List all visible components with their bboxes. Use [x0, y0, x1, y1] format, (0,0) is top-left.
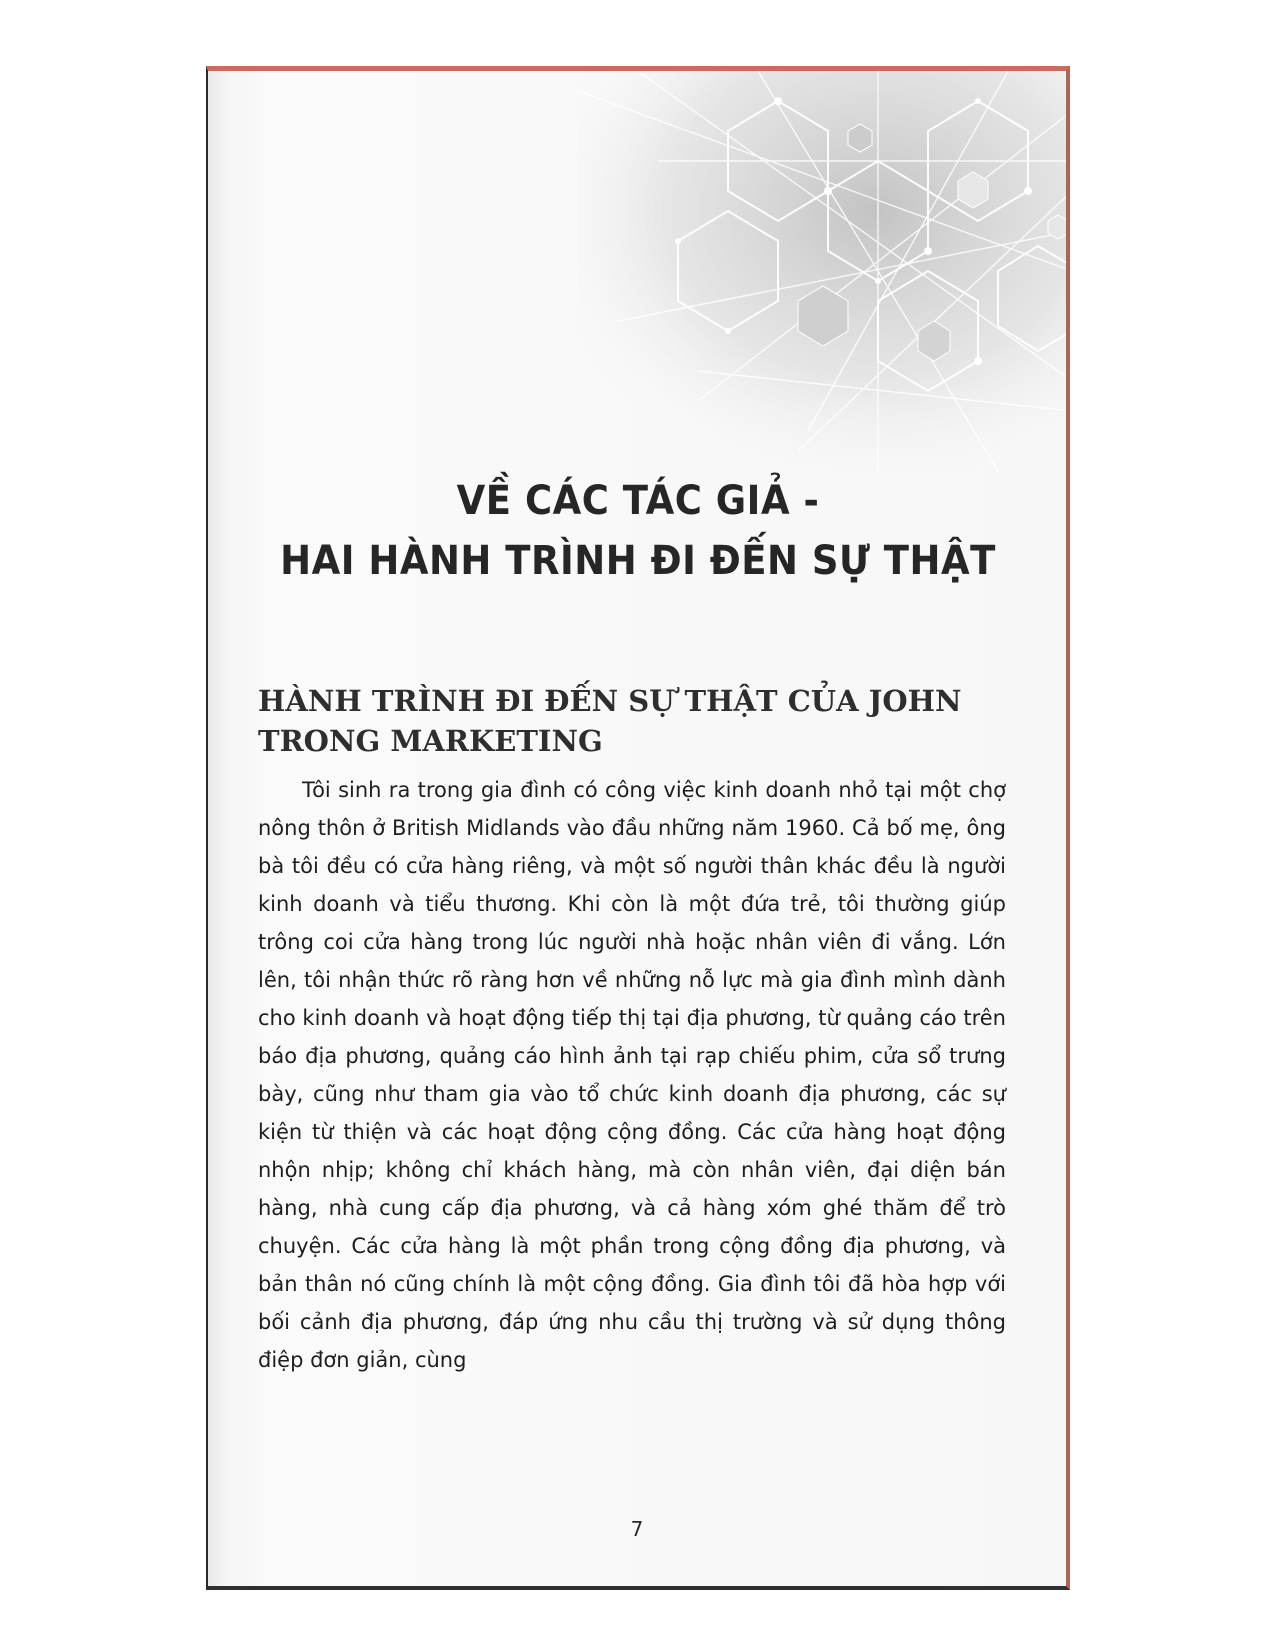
- chapter-title: [258, 471, 1018, 591]
- chapter-title-line-2: HAI HÀNH TRÌNH ĐI ĐẾN SỰ THẬT: [280, 537, 996, 584]
- section-heading: HÀNH TRÌNH ĐI ĐẾN SỰ THẬT CỦA JOHN TRONG MARKETING: [258, 684, 962, 758]
- body-text: [258, 771, 1006, 1379]
- chapter-title-line-1: VỀ CÁC TÁC GIẢ -: [456, 477, 820, 524]
- hexagon-network-decoration: [578, 71, 1070, 471]
- page-number: 7: [630, 1517, 644, 1541]
- paragraph: Tôi sinh ra trong gia đình có công việc kinh doanh nhỏ tại một chợ nông thôn ở British Midlands vào đầu những năm 1960. Cả bố mẹ, ông bà tôi đều có cửa hàng riêng, và một số người thân khác đều là người kinh doanh và tiểu thương. Khi còn là một đứa trẻ, tôi thường giúp trông coi cửa hàng trong lúc người nhà hoặc nhân viên đi vắng. Lớn lên, tôi nhận thức rõ ràng hơn về những nỗ lực mà gia đình mình dành cho kinh doanh và hoạt động tiếp thị tại địa phương, từ quảng cáo trên báo địa phương, quảng cáo hình ảnh tại rạp chiếu phim, cửa sổ trưng bày, cũng như tham gia vào tổ chức kinh doanh địa phương, các sự kiện từ thiện và các hoạt động cộng đồng. Các cửa hàng hoạt động nhộn nhịp; không chỉ khách hàng, mà còn nhân viên, đại diện bán hàng, nhà cung cấp địa phương, và cả hàng xóm ghé thăm để trò chuyện. Các cửa hàng là một phần trong cộng đồng địa phương, và bản thân nó cũng chính là một cộng đồng. Gia đình tôi đã hòa hợp với bối cảnh địa phương, đáp ứng nhu cầu thị trường và sử dụng thông điệp đơn giản, cùng: [258, 778, 1006, 1372]
- book-page: [206, 66, 1070, 1590]
